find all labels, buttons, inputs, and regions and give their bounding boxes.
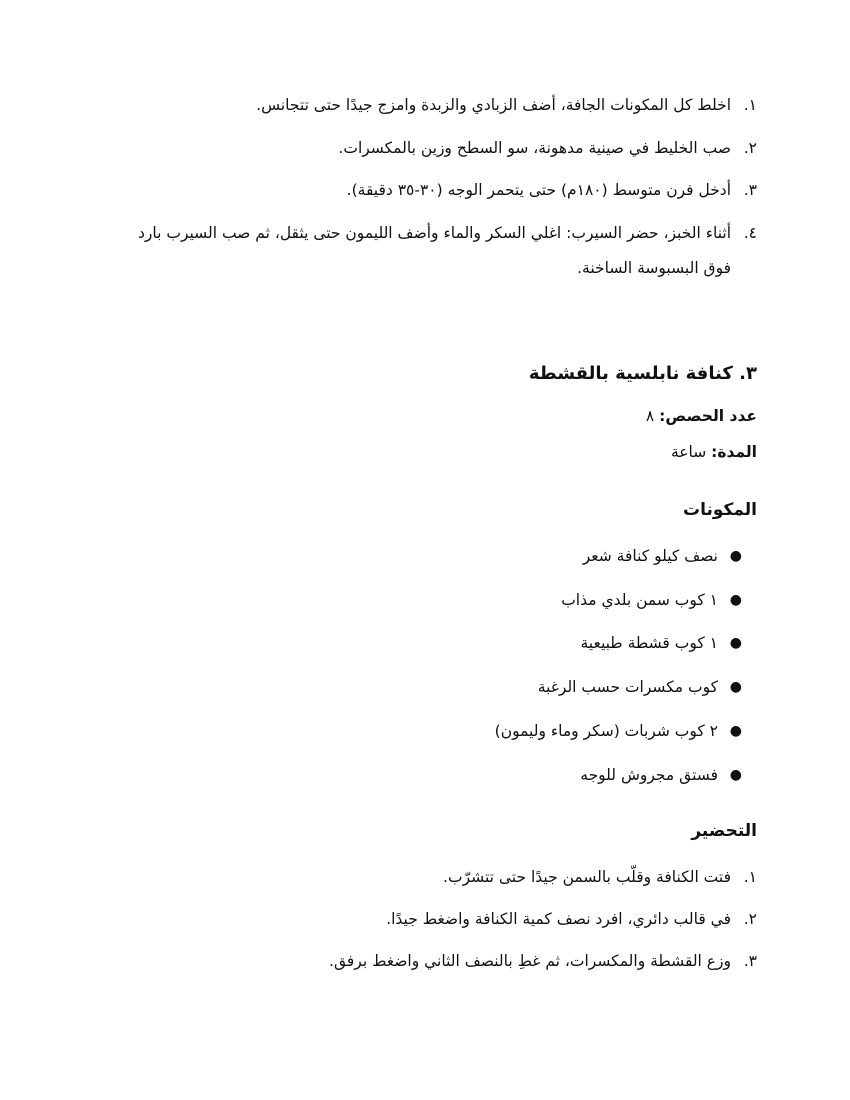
bullet-icon: ●: [729, 548, 742, 564]
bullet-icon: ●: [729, 723, 742, 739]
duration-label: المدة:: [711, 443, 757, 461]
step-number: ١.: [743, 868, 757, 886]
bullet-icon: ●: [729, 635, 742, 651]
ingredient-item: ١ كوب قشطة طبيعية: [580, 634, 718, 652]
step-number: ٢.: [743, 139, 757, 157]
prep-step-1: [443, 867, 757, 887]
ingredient-item: كوب مكسرات حسب الرغبة: [537, 678, 718, 696]
step-number: ٣.: [743, 952, 757, 970]
ingredient-item: ١ كوب سمن بلدي مذاب: [561, 591, 718, 609]
prep-step-3: [329, 951, 757, 971]
servings-label: عدد الحصص:: [659, 407, 757, 425]
step-text: أدخل فرن متوسط (١٨٠م) حتى يتحمر الوجه (٣٠-٣٥ دقيقة).: [346, 181, 731, 199]
bullet-icon: ●: [729, 592, 742, 608]
step-text: فتت الكنافة وقلّب بالسمن جيدًا حتى تتشرّب.: [443, 868, 731, 886]
step-text: صب الخليط في صينية مدهونة، سو السطح وزين بالمكسرات.: [338, 139, 731, 157]
prev-step-4: [138, 223, 757, 243]
prev-step-3: [347, 180, 757, 200]
bullet-icon: ●: [729, 679, 742, 695]
duration: [671, 442, 757, 462]
prev-step-2: [338, 138, 757, 158]
servings-value: ٨: [645, 407, 655, 425]
ingredient-item: نصف كيلو كنافة شعر: [582, 547, 718, 565]
prep-step-2: [386, 909, 757, 929]
step-number: ٣.: [743, 181, 757, 199]
prep-heading: التحضير: [691, 821, 757, 841]
step-text: في قالب دائري، افرد نصف كمية الكنافة واضغط جيدًا.: [386, 910, 731, 928]
ingredient-item: فستق مجروش للوجه: [580, 766, 718, 784]
step-number: ٢.: [743, 910, 757, 928]
recipe-title: ٣. كنافة نابلسية بالقشطة: [528, 363, 757, 384]
bullet-icon: ●: [729, 767, 742, 783]
step-text: أثناء الخبز، حضر السيرب: اغلي السكر والماء وأضف الليمون حتى يثقل، ثم صب السيرب بارد: [138, 224, 731, 242]
prev-step-1: [256, 95, 757, 115]
duration-value: ساعة: [670, 443, 707, 461]
step-text: اخلط كل المكونات الجافة، أضف الزبادي والزبدة وامزج جيدًا حتى تتجانس.: [256, 96, 731, 114]
step-text: وزع القشطة والمكسرات، ثم غطِ بالنصف الثاني واضغط برفق.: [329, 952, 731, 970]
step-number: ٤.: [743, 224, 757, 242]
prev-step-4-continuation: فوق البسبوسة الساخنة.: [577, 259, 731, 277]
servings: [646, 406, 757, 426]
ingredient-item: ٢ كوب شربات (سكر وماء وليمون): [494, 722, 718, 740]
step-number: ١.: [743, 96, 757, 114]
ingredients-heading: المكونات: [682, 500, 757, 520]
